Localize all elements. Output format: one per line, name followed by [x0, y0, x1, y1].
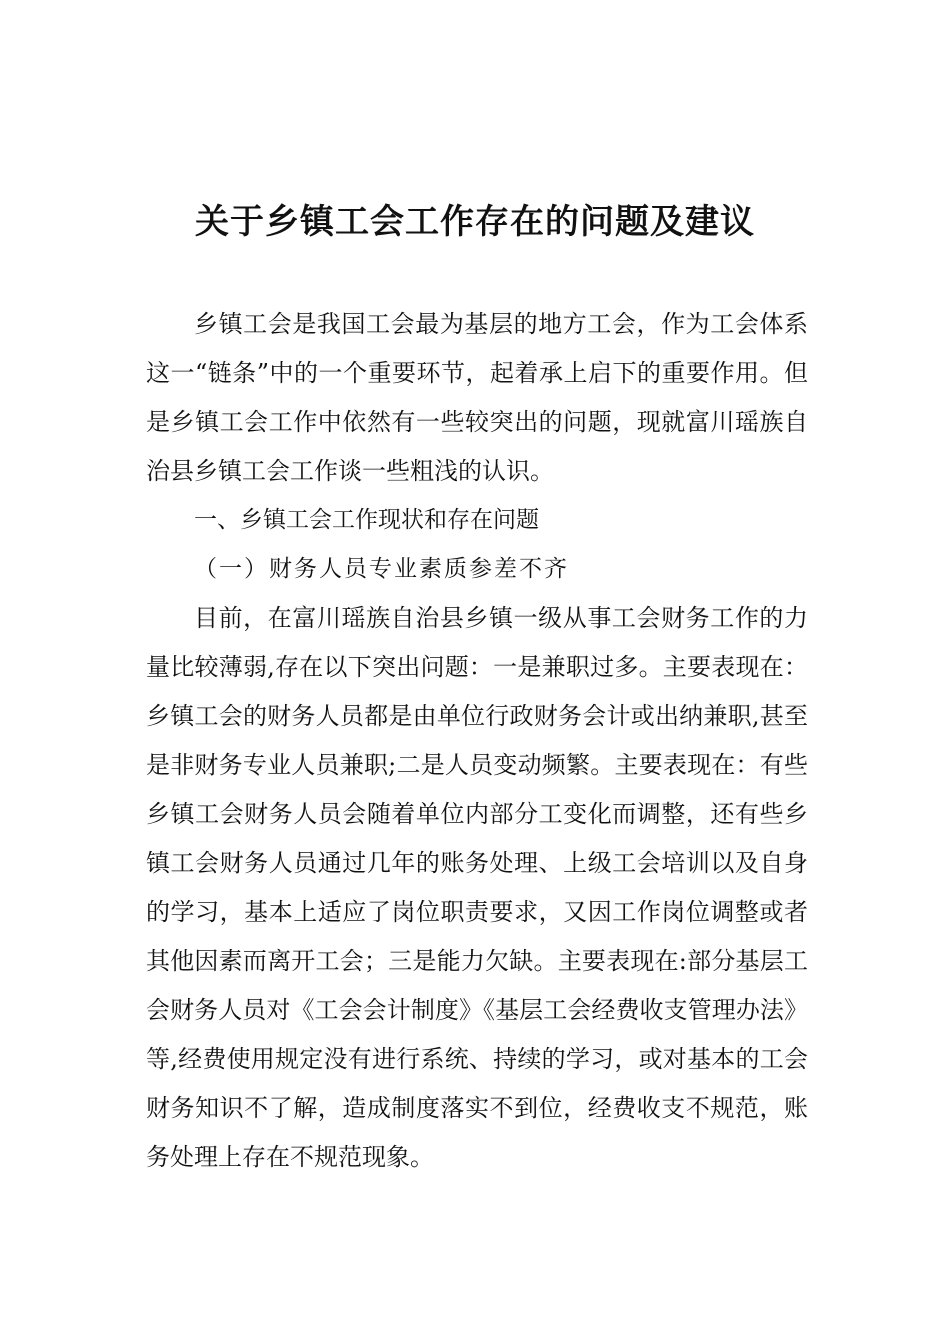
subsection-heading: （一）财务人员专业素质参差不齐 [194, 556, 569, 582]
body-paragraph: 目前，在富川瑶族自治县乡镇一级从事工会财务工作的力量比较薄弱,存在以下突出问题：一是兼职过多。主要表现在：乡镇工会的财务人员都是由单位行政财务会计或出纳兼职,甚至是非财务专业人员兼职;二是人员变动频繁。主要表现在：有些乡镇工会财务人员会随着单位内部分工变化而调整，还有些乡镇工会财务人员通过几年的账务处理、上级工会培训以及自身的学习，基本上适应了岗位职责要求，又因工作岗位调整或者其他因素而离开工会；三是能力欠缺。主要表现在:部分基层工会财务人员对《工会会计制度》《基层工会经费收支管理办法》等,经费使用规定没有进行系统、持续的学习，或对基本的工会财务知识不了解，造成制度落实不到位，经费收支不规范，账务处理上存在不规范现象。 [146, 604, 808, 1171]
document-body [146, 300, 808, 1182]
document-title: 关于乡镇工会工作存在的问题及建议 [195, 202, 755, 242]
intro-paragraph: 乡镇工会是我国工会最为基层的地方工会，作为工会体系这一“链条”中的一个重要环节，起着承上启下的重要作用。但是乡镇工会工作中依然有一些较突出的问题，现就富川瑶族自治县乡镇工会工作谈一些粗浅的认识。 [146, 310, 808, 485]
section-heading: 一、乡镇工会工作现状和存在问题 [194, 507, 539, 533]
